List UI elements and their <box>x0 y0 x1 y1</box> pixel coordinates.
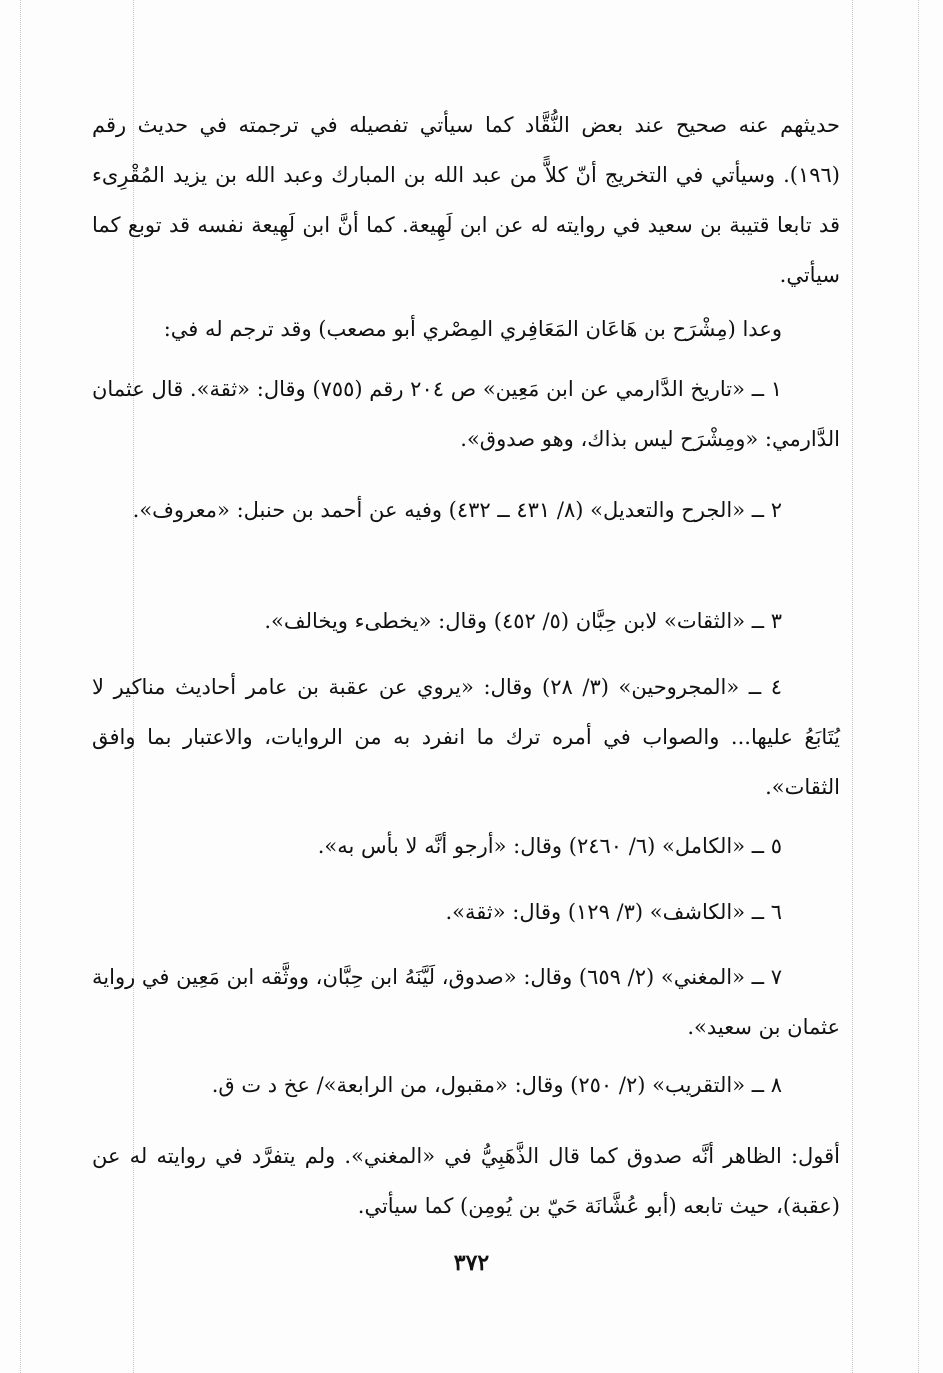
paragraph-text: ٣ ــ «الثقات» لابن حِبَّان (٥/ ٤٥٢) وقال: «يخطىء ويخالف». <box>264 609 782 633</box>
paragraph-text: ٨ ــ «التقريب» (٢/ ٢٥٠) وقال: «مقبول، من الرابعة»/ عخ د ت ق. <box>211 1073 782 1097</box>
paragraph-conclusion <box>92 1131 840 1231</box>
reference-item-4 <box>92 662 840 812</box>
paragraph-text: أقول: الظاهر أنَّه صدوق كما قال الذَّهَبِيُّ في «المغني». ولم يتفرَّد في روايته له عن (عقبة)، حيث تابعه (أبو عُشَّانَة حَيّ بن يُومِن) كما سيأتي. <box>92 1144 840 1218</box>
paragraph-intro <box>92 100 840 300</box>
paragraph-text: وعدا (مِشْرَح بن هَاعَان المَعَافِري المِصْري أبو مصعب) وقد ترجم له في: <box>163 317 782 341</box>
scan-artifact-line <box>918 0 919 1373</box>
paragraph-text: ٤ ــ «المجروحين» (٣/ ٢٨) وقال: «يروي عن عقبة بن عامر أحاديث مناكير لا يُتَابَعُ عليها... والصواب في أمره ترك ما انفرد به من الروايات، والاعتبار بما وافق الثقات». <box>92 675 840 799</box>
reference-item-1 <box>92 364 840 464</box>
paragraph-text: ٧ ــ «المغني» (٢/ ٦٥٩) وقال: «صدوق، لَيَّنَهُ ابن حِبَّان، ووثَّقه ابن مَعِين في رواية عثمان بن سعيد». <box>92 965 840 1039</box>
paragraph-text: ٢ ــ «الجرح والتعديل» (٨/ ٤٣١ ــ ٤٣٢) وفيه عن أحمد بن حنبل: «معروف». <box>132 498 782 522</box>
paragraph-text: حديثهم عنه صحيح عند بعض النُّقَّاد كما سيأتي تفصيله في ترجمته في حديث رقم (١٩٦). وسيأتي في التخريج أنّ كلاًّ من عبد الله بن المبارك وعبد الله بن يزيد المُقْرِىء قد تابعا قتيبة بن سعيد في روايته له عن ابن لَهِيعة. كما أنَّ ابن لَهِيعة نفسه قد توبع كما سيأتي. <box>92 113 840 287</box>
reference-item-6 <box>92 887 840 937</box>
reference-item-2 <box>92 485 840 535</box>
reference-item-3 <box>92 596 840 646</box>
reference-item-7 <box>92 952 840 1052</box>
paragraph-text: ١ ــ «تاريخ الدَّارمي عن ابن مَعِين» ص ٢٠٤ رقم (٧٥٥) وقال: «ثقة». قال عثمان الدَّارمي: «ومِشْرَح ليس بذاك، وهو صدوق». <box>92 377 840 451</box>
page-number: ٣٧٢ <box>453 1250 490 1276</box>
scan-artifact-line <box>20 0 21 1373</box>
reference-item-5 <box>92 821 840 871</box>
paragraph-text: ٥ ــ «الكامل» (٦/ ٢٤٦٠) وقال: «أرجو أنَّه لا بأس به». <box>317 834 782 858</box>
scan-artifact-line <box>852 0 853 1373</box>
paragraph-mishrah-heading <box>92 304 840 354</box>
reference-item-8 <box>92 1060 840 1110</box>
paragraph-text: ٦ ــ «الكاشف» (٣/ ١٢٩) وقال: «ثقة». <box>445 900 782 924</box>
